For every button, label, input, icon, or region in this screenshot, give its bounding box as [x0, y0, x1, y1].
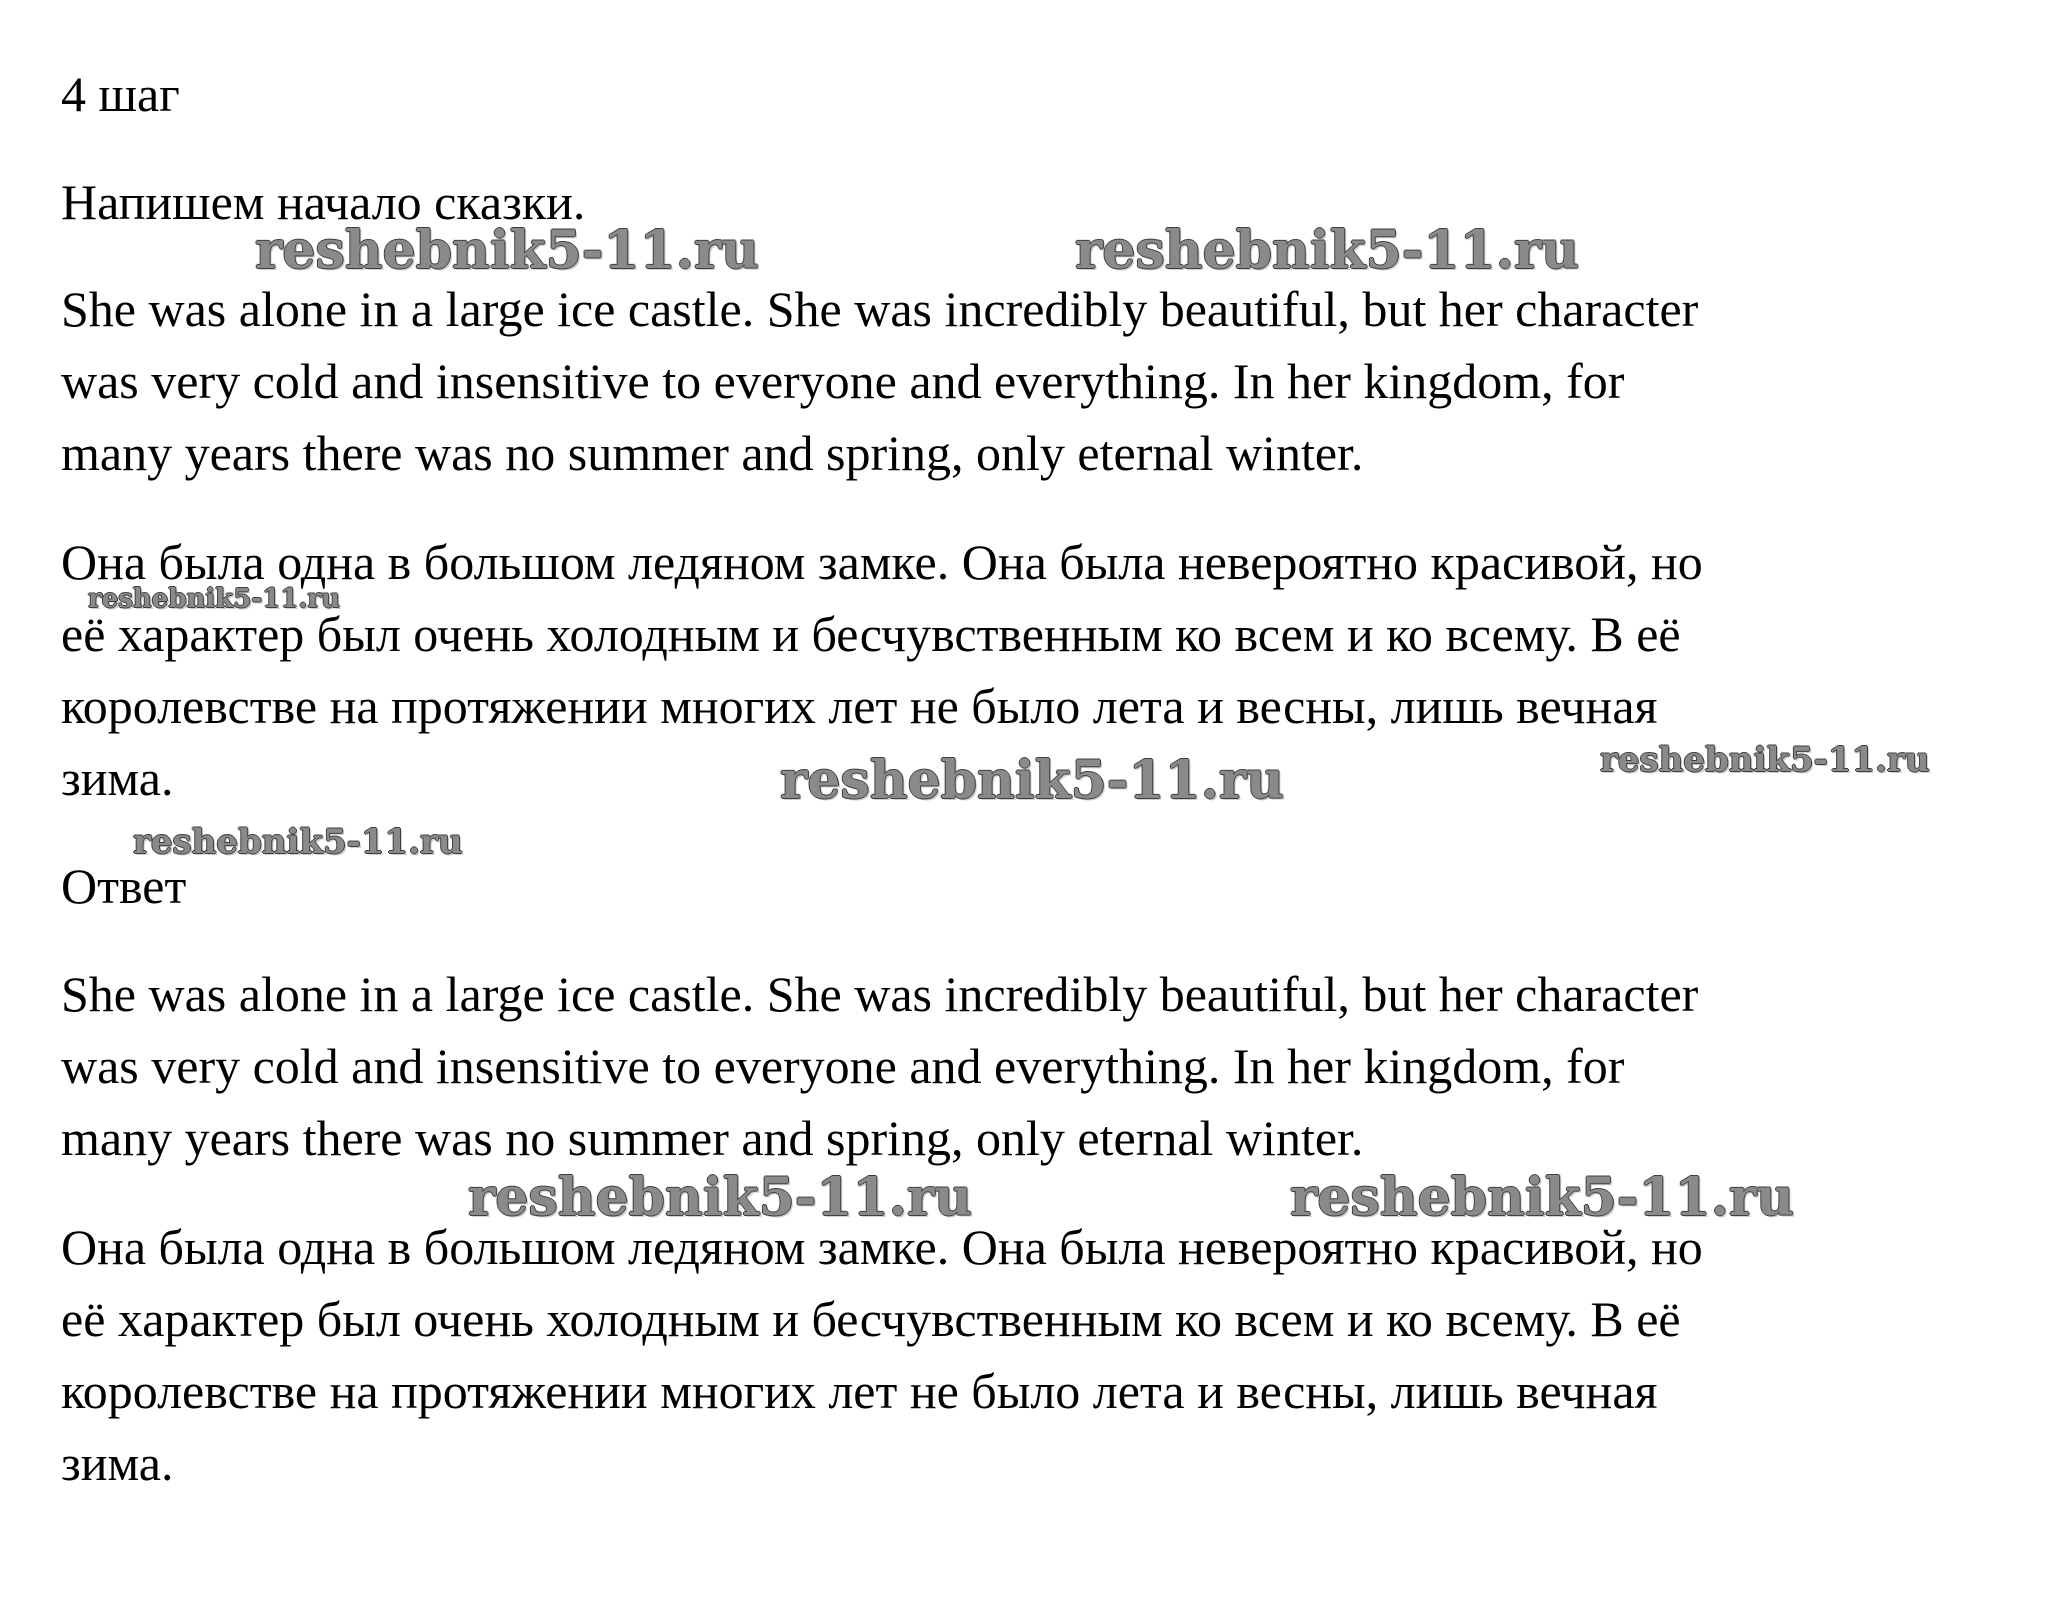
step-heading: 4 шаг — [61, 66, 180, 122]
russian-1-line-2: её характер был очень холодным и бесчувственным ко всем и ко всему. В её — [61, 606, 1681, 662]
english-2-line-2: was very cold and insensitive to everyone and everything. In her kingdom, for — [61, 1038, 1625, 1094]
russian-1-line-4: зима. — [61, 750, 174, 806]
english-2-line-3: many years there was no summer and spring, only eternal winter. — [61, 1110, 1364, 1166]
russian-2-line-3: королевстве на протяжении многих лет не было лета и весны, лишь вечная — [61, 1363, 1658, 1419]
russian-1-line-1: Она была одна в большом ледяном замке. Она была невероятно красивой, но — [61, 534, 1703, 590]
watermark: reshebnik5-11.ru — [1075, 220, 1580, 281]
english-2-line-1: She was alone in a large ice castle. She was incredibly beautiful, but her character — [61, 966, 1699, 1022]
russian-2-line-2: её характер был очень холодным и бесчувственным ко всем и ко всему. В её — [61, 1291, 1681, 1347]
intro-text: Напишем начало сказки. — [61, 174, 586, 230]
watermark: reshebnik5-11.ru — [468, 1167, 973, 1228]
english-1-line-2: was very cold and insensitive to everyone and everything. In her kingdom, for — [61, 353, 1625, 409]
watermark: reshebnik5-11.ru — [133, 822, 463, 862]
watermark: reshebnik5-11.ru — [88, 584, 341, 614]
russian-2-line-4: зима. — [61, 1435, 174, 1491]
english-1-line-3: many years there was no summer and spring, only eternal winter. — [61, 425, 1364, 481]
watermark: reshebnik5-11.ru — [1600, 740, 1930, 780]
watermark: reshebnik5-11.ru — [255, 220, 760, 281]
answer-label: Ответ — [61, 858, 187, 914]
watermark: reshebnik5-11.ru — [1290, 1167, 1795, 1228]
russian-1-line-3: королевстве на протяжении многих лет не было лета и весны, лишь вечная — [61, 678, 1658, 734]
russian-2-line-1: Она была одна в большом ледяном замке. Она была невероятно красивой, но — [61, 1219, 1703, 1275]
english-1-line-1: She was alone in a large ice castle. She was incredibly beautiful, but her character — [61, 281, 1699, 337]
watermark: reshebnik5-11.ru — [780, 750, 1285, 811]
